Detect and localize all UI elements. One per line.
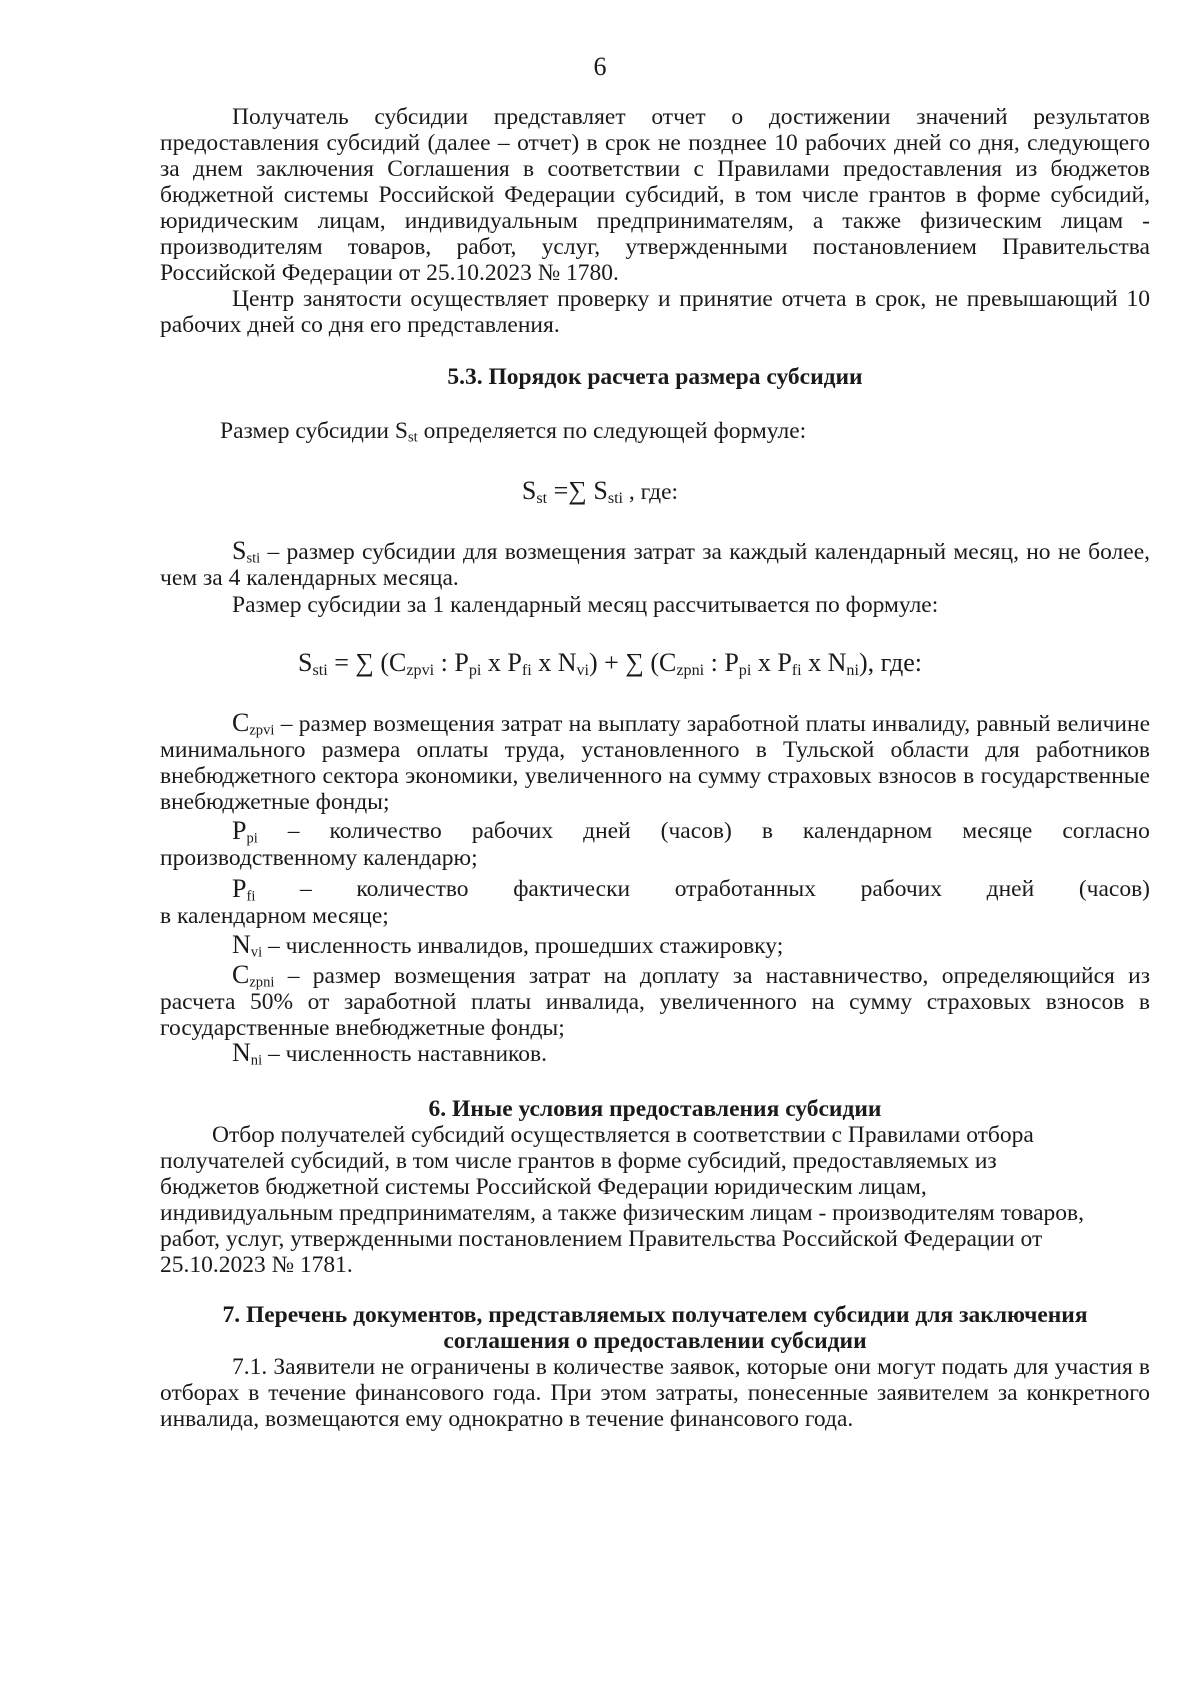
f2-sub: pi <box>468 662 482 680</box>
f2-sub: sti <box>312 662 328 680</box>
pfi-symbol-group <box>232 876 255 903</box>
definition-nvi <box>160 932 1150 959</box>
formula-ssti <box>110 648 1110 678</box>
heading-5-3: 5.3. Порядок расчета размера субсидии <box>447 364 863 390</box>
pfi-word: рабочих <box>860 876 943 902</box>
czpni-sub: zpni <box>249 974 275 991</box>
f2-sub: zpni <box>676 662 705 680</box>
czpvi-sub: zpvi <box>249 722 275 739</box>
ssti-text: – размер субсидии для возмещения затрат за каждый календарный месяц, но не более, чем за 4 календарных месяца. <box>160 539 1150 591</box>
ppi-symbol: P <box>232 816 247 845</box>
f2-part: x N <box>801 648 847 677</box>
ssti-symbol: S <box>232 536 247 565</box>
f2-part: = ∑ (C <box>327 648 407 677</box>
f1-symbol: S <box>521 476 537 505</box>
paragraph-report: Получатель субсидии представляет отчет о достижении значений результатов предоставления субсидий (далее – отчет) в срок не позднее 10 рабочих дней со дня, следующего за днем заключения Соглашения в соответствии с Правилами предоставления из бюджетов бюджетной системы Российской Федерации субсидий, в том числе грантов в форме субсидий, юридическим лицам, индивидуальным предпринимателям, а также физическим лицам - производителям товаров, работ, услуг, утвержденными постановлением Правительства Российской Федерации от 25.10.2023 № 1780. <box>160 104 1150 286</box>
pfi-symbol: P <box>232 874 247 903</box>
ppi-word: согласно <box>1062 818 1150 844</box>
f2-part: x P <box>481 648 522 677</box>
paragraph-verification: Центр занятости осуществляет проверку и принятие отчета в срок, не превышающий 10 рабочих дней со дня его представления. <box>160 286 1150 338</box>
f2-part: ) + ∑ (C <box>589 648 677 677</box>
pfi-word: – <box>300 876 312 902</box>
nvi-symbol: N <box>232 930 251 959</box>
ppi-word: календарном <box>802 818 933 844</box>
f1-tail: , где: <box>623 479 679 505</box>
f2-sub: vi <box>576 662 589 680</box>
p6-line: получателей субсидий, в том числе грантов в форме субсидий, предоставляемых из <box>160 1148 997 1174</box>
paragraph-section-6 <box>160 1122 1150 1278</box>
f2-part: S <box>298 648 313 677</box>
ppi-word: в <box>761 818 773 844</box>
paragraph-monthly: Размер субсидии за 1 календарный месяц рассчитывается по формуле: <box>232 592 939 618</box>
pfi-word: отработанных <box>674 876 816 902</box>
f2-part: ), где: <box>858 648 922 677</box>
f1-sub-b: sti <box>607 490 624 508</box>
ppi-rest: производственному календарю; <box>160 845 478 871</box>
ppi-word: (часов) <box>660 818 732 844</box>
definition-ssti <box>160 538 1150 591</box>
pfi-rest: в календарном месяце; <box>160 903 389 929</box>
czpvi-text: – размер возмещения затрат на выплату заработной платы инвалиду, равный величине минимального размера оплаты труда, установленного в Тульской области для работников внебюджетного сектора экономики, увеличенного на сумму страховых взносов в государственные внебюджетные фонды; <box>160 711 1150 815</box>
nvi-sub: vi <box>250 944 263 961</box>
czpni-text: – размер возмещения затрат на доплату за наставничество, определяющийся из расчета 50% от заработной платы инвалида, увеличенного на сумму страховых взносов в государственные внебюджетные фонды; <box>160 963 1150 1041</box>
ppi-word: количество <box>329 818 442 844</box>
heading-6: 6. Иные условия предоставления субсидии <box>428 1096 882 1122</box>
czpvi-symbol: C <box>232 708 250 737</box>
f2-sub: fi <box>791 662 802 680</box>
definition-czpvi <box>160 710 1150 815</box>
nvi-text: – численность инвалидов, прошедших стажировку; <box>262 933 784 959</box>
paragraph-7-1: 7.1. Заявители не ограничены в количестве заявок, которые они могут подать для участия в отборах в течение финансового года. При этом затраты, понесенные заявителем за конкретного инвалида, возмещаются ему однократно в течение финансового года. <box>160 1354 1150 1432</box>
heading-7 <box>160 1302 1150 1354</box>
page-number: 6 <box>593 52 607 81</box>
f2-sub: zpvi <box>406 662 435 680</box>
ppi-word: – <box>287 818 300 844</box>
definition-nni <box>160 1040 1150 1067</box>
f2-sub: ni <box>846 662 859 680</box>
f2-part: x P <box>751 648 792 677</box>
formula-intro <box>160 418 1150 444</box>
pfi-word: дней <box>986 876 1035 902</box>
p6-line: работ, услуг, утвержденными постановлением Правительства Российской Федерации от <box>160 1226 1043 1252</box>
ppi-first-line <box>160 818 1150 845</box>
czpni-symbol: C <box>232 960 250 989</box>
f2-part: : P <box>434 648 469 677</box>
pfi-first-line <box>160 876 1150 903</box>
p6-line: бюджетов бюджетной системы Российской Федерации юридическим лицам, <box>160 1174 927 1200</box>
pfi-sub: fi <box>246 888 256 905</box>
definition-czpni <box>160 962 1150 1041</box>
nni-sub: ni <box>250 1052 263 1069</box>
pfi-word: фактически <box>513 876 631 902</box>
p6-line: Отбор получателей субсидий осуществляется в соответствии с Правилами отбора <box>212 1122 1034 1148</box>
ppi-symbol-group <box>232 818 258 845</box>
heading-7-line2: соглашения о предоставлении субсидии <box>443 1328 867 1354</box>
ppi-word: месяце <box>962 818 1033 844</box>
definition-pfi <box>160 876 1150 929</box>
ssti-sub: sti <box>246 550 261 567</box>
definition-ppi <box>160 818 1150 871</box>
ppi-word: рабочих <box>471 818 554 844</box>
f2-part: x N <box>531 648 577 677</box>
intro-text-pre: Размер субсидии S <box>220 418 408 444</box>
f2-sub: fi <box>521 662 532 680</box>
ppi-sub: pi <box>246 830 258 847</box>
f1-sub-a: st <box>536 490 548 508</box>
formula-sst <box>0 476 1200 506</box>
intro-sub: st <box>407 429 418 446</box>
pfi-word: (часов) <box>1078 876 1150 902</box>
heading-7-line1: 7. Перечень документов, представляемых получателем субсидии для заключения <box>222 1302 1088 1328</box>
intro-text-post: определяется по следующей формуле: <box>417 418 807 444</box>
f2-sub: pi <box>738 662 752 680</box>
ppi-word: дней <box>583 818 631 844</box>
nni-symbol: N <box>232 1038 251 1067</box>
p6-line: индивидуальным предпринимателям, а также физическим лицам - производителям товаров, <box>160 1200 1085 1226</box>
nni-text: – численность наставников. <box>262 1041 547 1067</box>
p6-line: 25.10.2023 № 1781. <box>160 1252 353 1278</box>
pfi-word: количество <box>356 876 469 902</box>
f1-sum: =∑ S <box>547 476 608 505</box>
f2-part: : P <box>704 648 739 677</box>
